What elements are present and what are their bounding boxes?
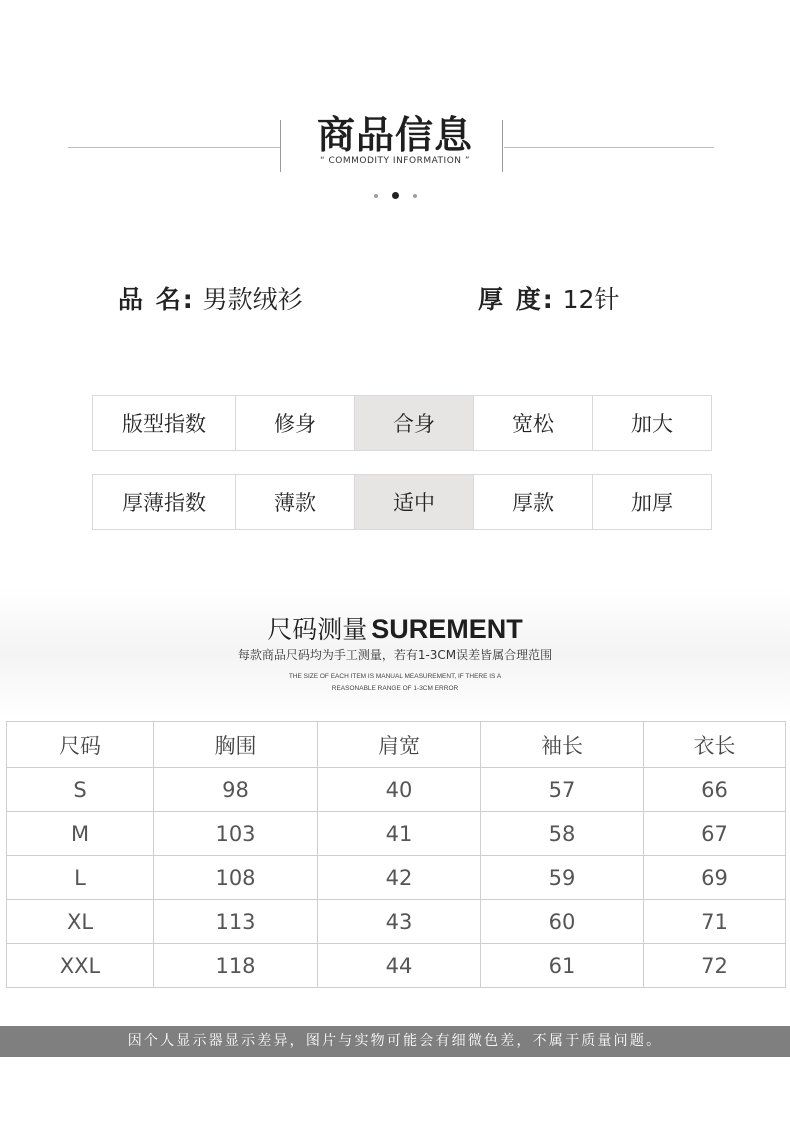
product-name-value: 男款绒衫 [202, 285, 303, 314]
decorative-dots [0, 185, 790, 204]
section-subtitle: “ COMMODITY INFORMATION ” [319, 156, 471, 166]
cell-size: S [7, 768, 154, 812]
cell-sleeve: 59 [481, 856, 644, 900]
color-difference-notice: 因个人显示器显示差异，图片与实物可能会有细微色差，不属于质量问题。 [0, 1026, 790, 1057]
cell-shoulder: 43 [318, 900, 481, 944]
thickness-index-table [92, 474, 712, 530]
product-name [118, 280, 303, 316]
thickness-option: 厚款 [474, 475, 593, 530]
cell-size: M [7, 812, 154, 856]
product-name-key: 品 名: [118, 285, 195, 314]
cell-shoulder: 40 [318, 768, 481, 812]
cell-length: 67 [644, 812, 786, 856]
dot-active-icon [392, 192, 399, 199]
cell-length: 69 [644, 856, 786, 900]
size-table-header [7, 722, 786, 768]
thickness-option: 加厚 [593, 475, 712, 530]
measurement-title-cn: 尺码测量 [267, 615, 368, 644]
cell-chest: 118 [154, 944, 318, 988]
measurement-note-line1: THE SIZE OF EACH ITEM IS MANUAL MEASUREMENT, IF THERE IS A [288, 673, 502, 680]
cell-shoulder: 41 [318, 812, 481, 856]
cell-sleeve: 57 [481, 768, 644, 812]
thickness-option-selected: 适中 [355, 475, 474, 530]
cell-size: L [7, 856, 154, 900]
cell-chest: 113 [154, 900, 318, 944]
measurement-note-line2: REASONABLE RANGE OF 1-3CM ERROR [331, 685, 459, 692]
cell-length: 72 [644, 944, 786, 988]
thickness-option: 薄款 [236, 475, 355, 530]
cell-length: 71 [644, 900, 786, 944]
measurement-title [0, 610, 790, 646]
fit-option-selected: 合身 [355, 396, 474, 451]
thickness-index-label: 厚薄指数 [93, 475, 236, 530]
product-thickness-key: 厚 度: [478, 285, 555, 314]
cell-size: XXL [7, 944, 154, 988]
cell-chest: 108 [154, 856, 318, 900]
cell-sleeve: 60 [481, 900, 644, 944]
cell-sleeve: 61 [481, 944, 644, 988]
table-row [7, 856, 786, 900]
product-thickness [478, 280, 619, 316]
section-title: 商品信息 [316, 113, 473, 157]
fit-option: 加大 [593, 396, 712, 451]
header-shoulder: 肩宽 [318, 722, 481, 768]
cell-size: XL [7, 900, 154, 944]
cell-chest: 98 [154, 768, 318, 812]
product-thickness-value: 12针 [562, 285, 620, 314]
cell-chest: 103 [154, 812, 318, 856]
header-sleeve: 袖长 [481, 722, 644, 768]
fit-option: 修身 [236, 396, 355, 451]
fit-index-table [92, 395, 712, 451]
table-row [7, 812, 786, 856]
cell-length: 66 [644, 768, 786, 812]
cell-sleeve: 58 [481, 812, 644, 856]
header-chest: 胸围 [154, 722, 318, 768]
table-row [7, 944, 786, 988]
measurement-title-en: SUREMENT [371, 614, 523, 644]
header-length: 衣长 [644, 722, 786, 768]
table-row [7, 768, 786, 812]
dot-icon [413, 194, 417, 198]
header-size: 尺码 [7, 722, 154, 768]
measurement-note [0, 671, 790, 695]
fit-index-label: 版型指数 [93, 396, 236, 451]
table-row [7, 900, 786, 944]
size-table [6, 721, 786, 988]
cell-shoulder: 42 [318, 856, 481, 900]
cell-shoulder: 44 [318, 944, 481, 988]
fit-option: 宽松 [474, 396, 593, 451]
dot-icon [374, 194, 378, 198]
measurement-subtitle: 每款商品尺码均为手工测量，若有1-3CM误差皆属合理范围 [237, 648, 553, 662]
